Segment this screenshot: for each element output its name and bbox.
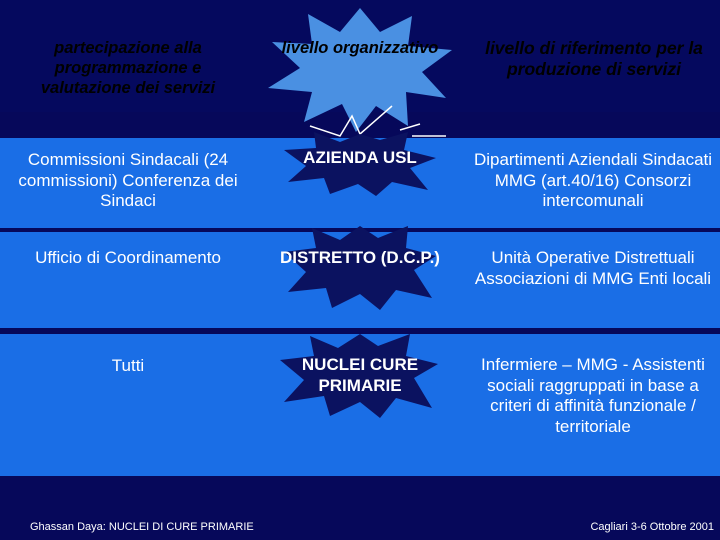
row3-reference-level: Infermiere – MMG - Assistenti sociali raggruppati in base a criteri di affinità funzionale / territoriale (481, 355, 705, 437)
row1-reference-level: Dipartimenti Aziendali Sindacati MMG (art.40/16) Consorzi intercomunali (473, 150, 713, 211)
footer-author-name: Ghassan Daya: (30, 521, 109, 533)
footer-event: Cagliari 3-6 Ottobre 2001 (590, 521, 714, 533)
row3-organizational-level: NUCLEI CURE PRIMARIE (301, 355, 419, 395)
row2-reference-level: Unità Operative Distrettuali Associazioni di MMG Enti locali (474, 248, 712, 288)
footer-author (30, 521, 254, 533)
header-organizational-level: livello organizzativo (281, 39, 439, 57)
footer-topic: NUCLEI DI CURE PRIMARIE (108, 521, 254, 533)
header-participation: partecipazione alla programmazione e valutazione dei servizi (40, 39, 216, 98)
row2-organizational-level: DISTRETTO (D.C.P.) (280, 248, 440, 267)
row2-participation: Ufficio di Coordinamento (35, 248, 221, 267)
row3-participation: Tutti (111, 356, 145, 375)
row1-organizational-level: AZIENDA USL (303, 148, 417, 167)
row1-participation: Commissioni Sindacali (24 commissioni) Conferenza dei Sindaci (18, 150, 238, 211)
header-reference-level: livello di riferimento per la produzione di servizi (485, 38, 703, 80)
